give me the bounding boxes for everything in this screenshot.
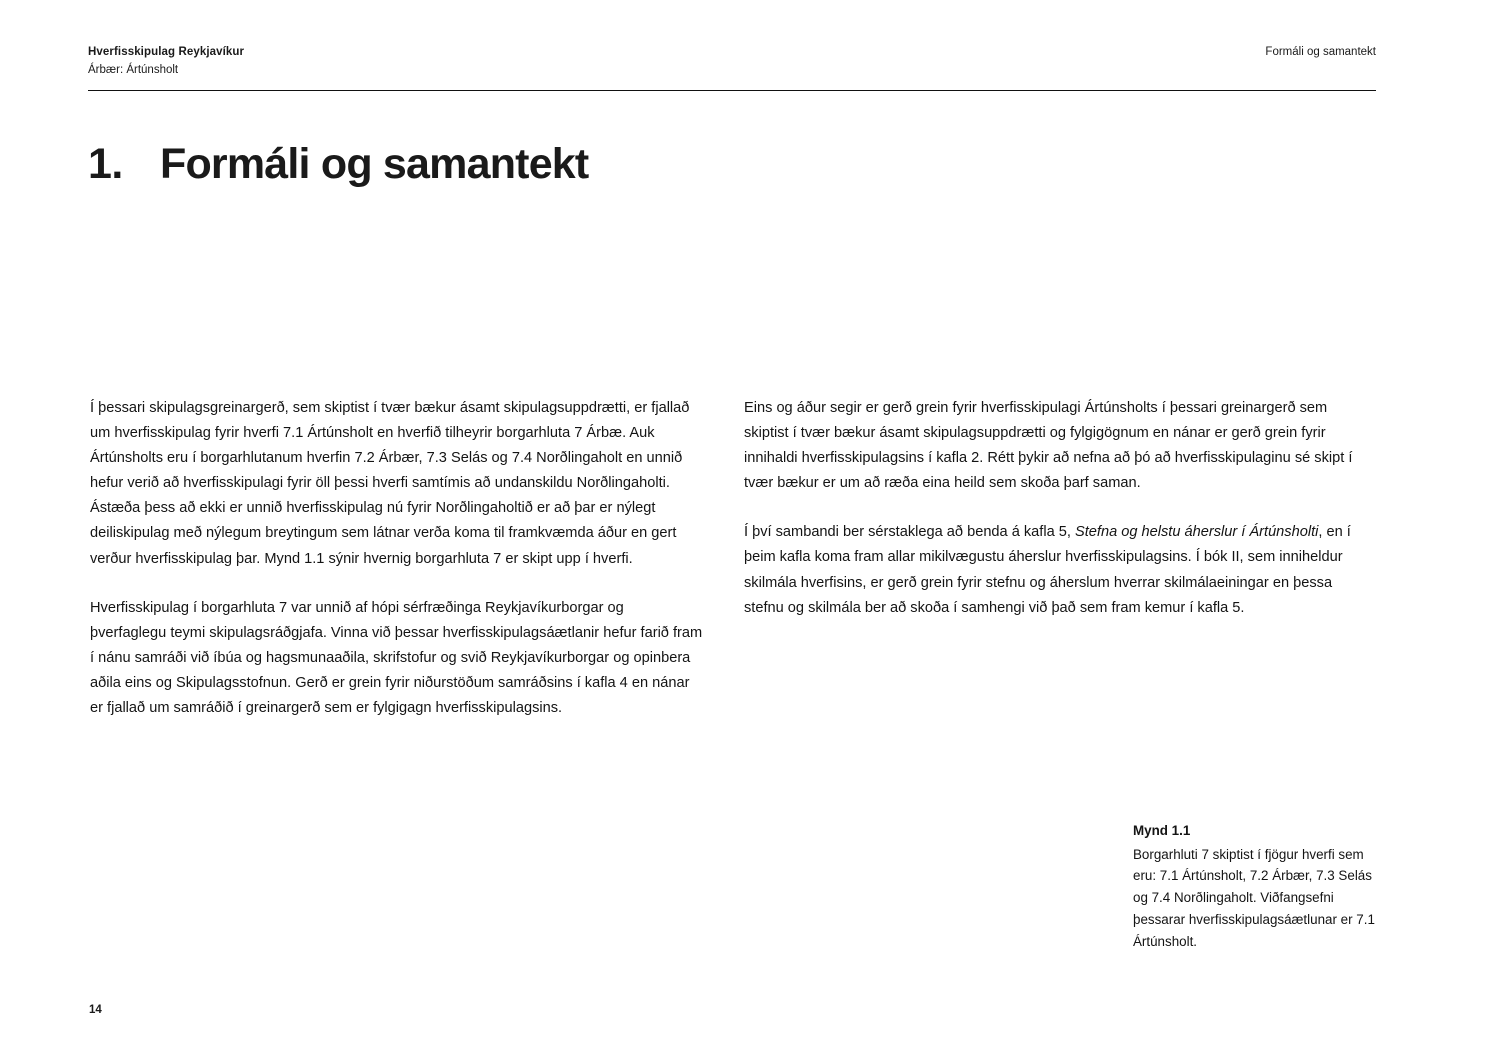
header-chapter-label: Formáli og samantekt: [1265, 46, 1376, 58]
paragraph-right-1: Eins og áður segir er gerð grein fyrir hverfisskipulagi Ártúnsholts í þessari greinargerð sem skiptist í tvær bækur ásamt skipulagsuppdrætti og fylgigögnum en nánar er gerð grein fyrir innihaldi hverfisskipulagsins í kafla 2. Rétt þykir að nefna að þó að hverfisskipulaginu sé skipt í tvær bækur er um að ræða eina heild sem skoða þarf saman.: [744, 400, 1353, 492]
body-column-right: [744, 396, 1357, 621]
page-header: [88, 44, 1376, 80]
header-left-block: [88, 44, 244, 80]
paragraph-left-2: Hverfisskipulag í borgarhluta 7 var unnið af hópi sérfræðinga Reykjavíkurborgar og þverfaglegu teymi skipulagsráðgjafa. Vinna við þessar hverfisskipulagsáætlanir hefur farið fram í nánu samráði við íbúa og hagsmunaaðila, skrifstofur og svið Reykjavíkurborgar og opinbera aðila eins og Skipulagsstofnun. Gerð er grein fyrir niðurstöðum samráðsins í kafla 4 en nánar er fjallað um samráðið í greinargerð sem er fylgigagn hverfisskipulagsins.: [90, 599, 703, 717]
figure-caption-title: Mynd 1.1: [1133, 823, 1191, 838]
header-divider: [88, 90, 1376, 91]
paragraph-right-2: [744, 520, 1357, 620]
chapter-number: 1.: [88, 140, 123, 188]
figure-caption: [1133, 820, 1378, 952]
chapter-title: Formáli og samantekt: [160, 140, 589, 188]
page-number: 14: [89, 1004, 102, 1016]
header-document-title: Hverfisskipulag Reykjavíkur: [88, 46, 245, 58]
figure-caption-text: Borgarhluti 7 skiptist í fjögur hverfi sem eru: 7.1 Ártúnsholt, 7.2 Árbær, 7.3 Selás og 7.4 Norðlingaholt. Viðfangsefni þessarar hverfisskipulagsáætlunar er 7.1 Ártúnsholt.: [1133, 846, 1375, 949]
paragraph-right-2-part1: Í því sambandi ber sérstaklega að benda á kafla 5,: [744, 524, 1075, 541]
header-document-subtitle: Árbær: Ártúnsholt: [88, 63, 179, 76]
paragraph-right-2-part2: , en í þeim kafla koma fram allar mikilvægustu áherslur hverfisskipulagsins. Í bók II, sem inniheldur skilmála hverfisins, er gerð grein fyrir stefnu og áherslum hverrar skilmálaeiningar en þessa stefnu og skilmála ber að skoða í samhengi við það sem fram kemur í kafla 5.: [744, 524, 1351, 616]
page-title: [88, 140, 588, 189]
paragraph-left-1: Í þessari skipulagsgreinargerð, sem skiptist í tvær bækur ásamt skipulagsuppdrætti, er fjallað um hverfisskipulag fyrir hverfi 7.1 Ártúnsholt en hverfið tilheyrir borgarhluta 7 Árbæ. Auk Ártúnsholts eru í borgarhlutanum hverfin 7.2 Árbær, 7.3 Selás og 7.4 Norðlingaholt en unnið hefur verið að hverfisskipulagi fyrir öll þessi hverfi samtímis að undanskildu Norðlingaholti. Ástæða þess að ekki er unnið hverfisskipulag nú fyrir Norðlingaholtið er að þar er nýlegt deiliskipulag með nýlegum breytingum sem látnar verða koma til framkvæmda áður en gert verður hverfisskipulag þar. Mynd 1.1 sýnir hvernig borgarhluta 7 er skipt upp í hverfi.: [90, 400, 690, 567]
body-column-left: [90, 396, 703, 721]
paragraph-right-2-emphasis: Stefna og helstu áherslur í Ártúnsholti: [1075, 524, 1319, 541]
